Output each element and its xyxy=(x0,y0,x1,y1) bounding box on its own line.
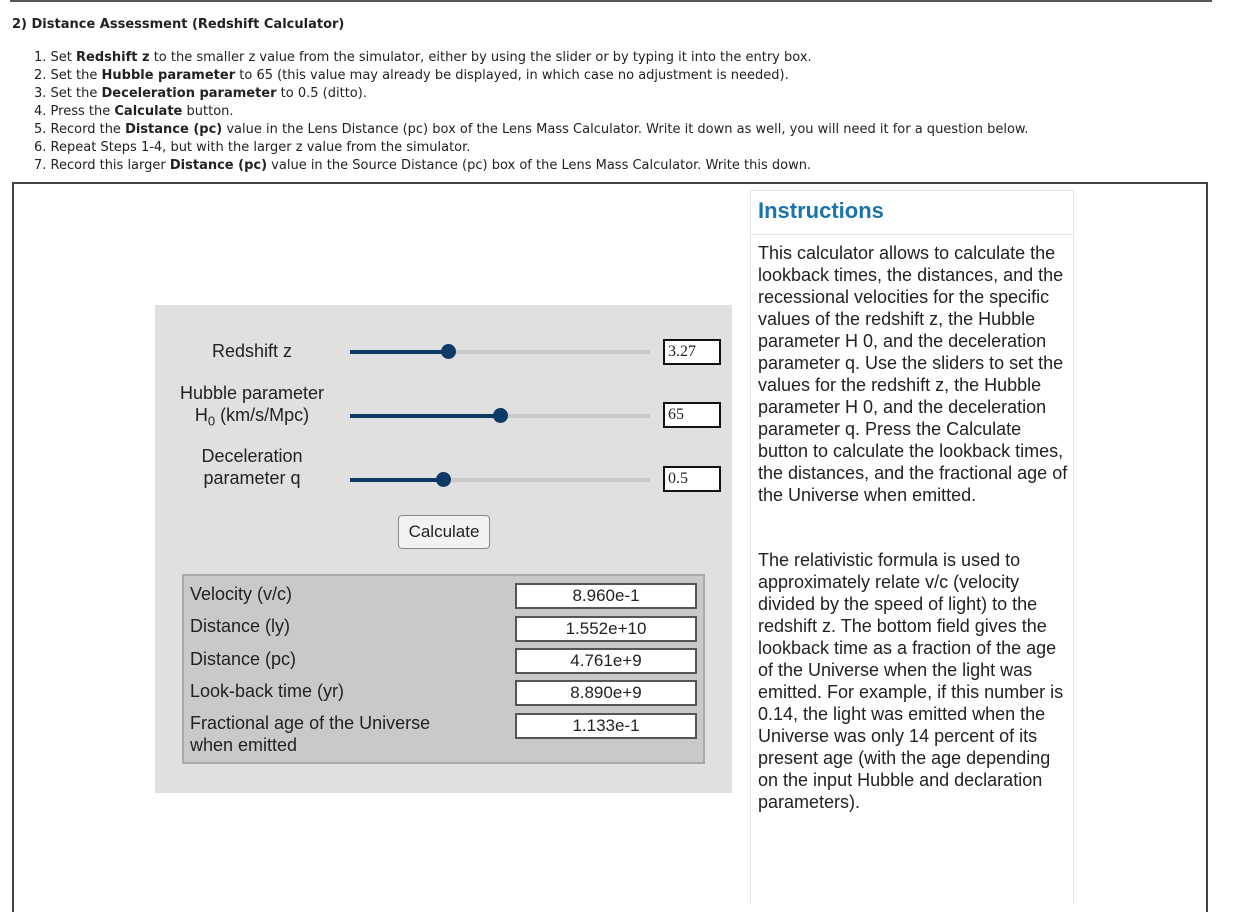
lookback-value: 8.890e+9 xyxy=(515,680,697,706)
hubble-label-sub: 0 xyxy=(207,413,216,429)
lookback-label: Look-back time (yr) xyxy=(190,681,345,701)
step-number: 4. xyxy=(34,104,51,119)
step-emphasis: Distance (pc) xyxy=(169,158,268,173)
step-text: value in the Lens Distance (pc) box of the Lens Mass Calculator. Write it down as well, you will need it for a question below. xyxy=(222,122,1029,137)
step-number: 1. xyxy=(34,50,51,65)
step-text: Set xyxy=(50,50,77,65)
hubble-label-h: H xyxy=(194,405,208,425)
step-number: 3. xyxy=(34,86,51,101)
hubble-label-units: (km/s/Mpc) xyxy=(215,405,310,425)
hubble-input[interactable]: 65 xyxy=(663,402,721,428)
step-text: to the smaller z value from the simulator, either by using the slider or by typing it into the entry box. xyxy=(149,50,812,65)
hubble-slider[interactable] xyxy=(350,414,650,418)
redshift-slider-thumb[interactable] xyxy=(441,344,456,359)
step-emphasis: Distance (pc) xyxy=(125,122,223,137)
step-text: Record the xyxy=(50,122,126,137)
distance-pc-label: Distance (pc) xyxy=(190,649,297,669)
velocity-label: Velocity (v/c) xyxy=(190,584,293,604)
fractional-age-value: 1.133e-1 xyxy=(515,713,697,739)
hubble-label-line2 xyxy=(147,404,357,433)
instructions-title: Instructions xyxy=(751,191,1073,235)
step-item xyxy=(34,121,1029,139)
top-divider xyxy=(10,0,1212,2)
step-item xyxy=(34,139,1029,157)
redshift-label: Redshift z xyxy=(211,341,293,361)
step-text: to 65 (this value may already be displayed, in which case no adjustment is needed). xyxy=(235,68,789,83)
step-text: value in the Source Distance (pc) box of the Lens Mass Calculator. Write this down. xyxy=(267,158,812,173)
deceleration-input[interactable]: 0.5 xyxy=(663,466,721,492)
deceleration-slider-thumb[interactable] xyxy=(436,472,451,487)
step-item xyxy=(34,85,1029,103)
deceleration-label-line2: parameter q xyxy=(203,468,301,488)
hubble-slider-thumb[interactable] xyxy=(493,408,508,423)
deceleration-slider-fill xyxy=(350,478,443,482)
instructions-paragraph-2: The relativistic formula is used to approximately relate v/c (velocity divided by the speed of light) to the redshift z. The bottom field gives the lookback time as a fraction of the age of the Universe when the light was emitted. For example, if this number is 0.14, the light was emitted when the Universe was only 14 percent of its present age (with the age depending on the input Hubble and declaration parameters). xyxy=(758,550,1064,812)
hubble-slider-fill xyxy=(350,414,500,418)
calculate-button[interactable]: Calculate xyxy=(398,515,490,549)
step-text: Set the xyxy=(50,68,102,83)
step-emphasis: Deceleration parameter xyxy=(101,86,277,101)
instructions-paragraph-1: This calculator allows to calculate the lookback times, the distances, and the recessional velocities for the specific values of the redshift z, the Hubble parameter H 0, and the deceleration parameter q. Use the sliders to set the values for the redshift z, the Hubble parameter H 0, and the deceleration parameter q. Press the Calculate button to calculate the lookback times, the distances, and the fractional age of the Universe when emitted. xyxy=(758,243,1068,505)
velocity-value: 8.960e-1 xyxy=(515,583,697,609)
step-text: Press the xyxy=(50,104,115,119)
step-text: Repeat Steps 1-4, but with the larger z value from the simulator. xyxy=(50,140,471,155)
deceleration-label xyxy=(147,445,357,489)
step-item xyxy=(34,67,1029,85)
step-number: 2. xyxy=(34,68,51,83)
step-text: to 0.5 (ditto). xyxy=(276,86,367,101)
distance-ly-label: Distance (ly) xyxy=(190,616,291,636)
step-text: Record this larger xyxy=(50,158,170,173)
redshift-slider-fill xyxy=(350,350,448,354)
fractional-age-label xyxy=(190,712,430,756)
step-item xyxy=(34,49,1029,67)
hubble-label-line1: Hubble parameter xyxy=(179,383,325,403)
step-number: 5. xyxy=(34,122,51,137)
fractional-age-label-line2: when emitted xyxy=(190,735,298,755)
steps-list xyxy=(34,49,1029,175)
instructions-panel xyxy=(750,190,1074,904)
distance-ly-value: 1.552e+10 xyxy=(515,616,697,642)
deceleration-slider[interactable] xyxy=(350,478,650,482)
redshift-input[interactable]: 3.27 xyxy=(663,339,721,365)
calculator-panel xyxy=(155,305,732,793)
step-text: button. xyxy=(182,104,234,119)
distance-pc-value: 4.761e+9 xyxy=(515,648,697,674)
step-emphasis: Redshift z xyxy=(76,50,150,65)
step-emphasis: Calculate xyxy=(114,104,183,119)
hubble-label xyxy=(147,382,357,433)
results-panel xyxy=(182,574,705,764)
step-emphasis: Hubble parameter xyxy=(101,68,236,83)
step-item xyxy=(34,103,1029,121)
step-number: 6. xyxy=(34,140,51,155)
step-number: 7. xyxy=(34,158,51,173)
deceleration-label-line1: Deceleration xyxy=(201,446,303,466)
section-heading: 2) Distance Assessment (Redshift Calculator) xyxy=(12,17,345,32)
fractional-age-label-line1: Fractional age of the Universe xyxy=(190,713,431,733)
step-item xyxy=(34,157,1029,175)
step-text: Set the xyxy=(50,86,102,101)
redshift-slider[interactable] xyxy=(350,350,650,354)
